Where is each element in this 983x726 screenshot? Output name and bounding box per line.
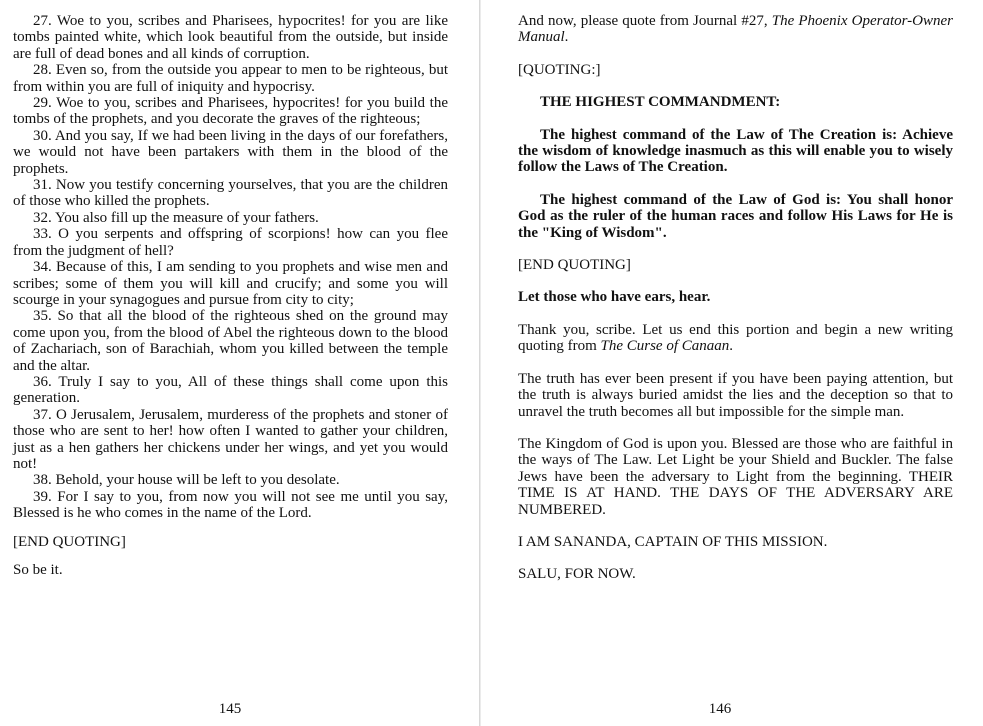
- quoting-marker: [QUOTING:]: [518, 61, 601, 78]
- thanks-end: .: [729, 338, 734, 355]
- verse-33: 33. O you serpents and offspring of scorpions! how can you flee from the judgment of hell?: [13, 226, 448, 259]
- intro-title: The Phoenix Operator-Owner Manual: [518, 13, 954, 46]
- intro-paragraph: [518, 13, 953, 46]
- verse-37: 37. O Jerusalem, Jerusalem, murderess of the prophets and stoner of those who are sent to her! how often I wanted to gather your children, just as a hen gathers her chickens under her wings, and yet you would not!: [13, 406, 448, 472]
- intro-text: And now, please quote from Journal #27,: [518, 13, 772, 29]
- verse-39: 39. For I say to you, from now you will not see me until you say, Blessed is he who comes in the name of the Lord.: [13, 488, 448, 522]
- ears-line: Let those who have ears, hear.: [518, 289, 711, 306]
- verse-29: 29. Woe to you, scribes and Pharisees, hypocrites! for you build the tombs of the prophets, and you decorate the graves of the righteous;: [13, 95, 448, 128]
- verse-36: 36. Truly I say to you, All of these things shall come upon this generation.: [13, 373, 448, 407]
- end-quoting-left: [END QUOTING]: [13, 533, 126, 550]
- thanks-text: Thank you, scribe. Let us end this portion and begin a new writing quoting from: [518, 321, 953, 355]
- right-page: [490, 0, 983, 726]
- verse-list: [13, 13, 448, 522]
- closing-line: So be it.: [13, 562, 63, 578]
- verse-35: 35. So that all the blood of the righteous shed on the ground may come upon you, from the blood of Abel the righteous down to the blood of Zachariach, son of Barachiah, whom you killed between the temple and the altar.: [13, 308, 448, 374]
- truth-paragraph: The truth has ever been present if you have been paying attention, but the truth is always buried amidst the lies and the deception so that to unravel the truth becomes all but impossible for the simple man.: [518, 370, 953, 420]
- left-page: [0, 0, 478, 726]
- page-number-right: 146: [708, 701, 732, 717]
- verse-34: 34. Because of this, I am sending to you prophets and wise men and scribes; some of them you will kill and crucify; and some you will scourge in your synagogues and pursue from city to city;: [13, 259, 448, 308]
- thanks-title: The Curse of Canaan: [600, 338, 730, 355]
- kingdom-paragraph: The Kingdom of God is upon you. Blessed are those who are faithful in the ways of The Law. Let Light be your Shield and Buckler. The false Jews have been the adversary to Light from the beginning. THEIR TIME IS AT HAND. THE DAYS OF THE ADVERSARY ARE NUMBERED.: [518, 435, 953, 518]
- sananda-line: I AM SANANDA, CAPTAIN OF THIS MISSION.: [518, 533, 828, 550]
- verse-32: 32. You also fill up the measure of your fathers.: [33, 209, 319, 226]
- end-quoting-right: [END QUOTING]: [518, 257, 631, 274]
- thanks-paragraph: [518, 322, 953, 355]
- page-number-left: 145: [218, 701, 242, 717]
- verse-27: 27. Woe to you, scribes and Pharisees, hypocrites! for you are like tombs painted white, which look beautiful from the outside, but inside are full of dead bones and all kinds of corruption.: [13, 13, 448, 62]
- intro-end: .: [564, 29, 569, 46]
- verse-31: 31. Now you testify concerning yourselves, that you are the children of those who killed the prophets.: [13, 177, 448, 210]
- commandment-creation: The highest command of the Law of The Creation is: Achieve the wisdom of knowledge inasmuch as this will enable you to wisely follow the Laws of The Creation.: [518, 126, 953, 176]
- salu-line: SALU, FOR NOW.: [518, 566, 636, 583]
- verse-28: 28. Even so, from the outside you appear to men to be righteous, but from within you are full of iniquity and hypocrisy.: [13, 62, 448, 95]
- commandment-heading: THE HIGHEST COMMANDMENT:: [540, 94, 781, 111]
- verse-30: 30. And you say, If we had been living in the days of our forefathers, we would not have been partakers with them in the blood of the prophets.: [13, 127, 448, 177]
- verse-38: 38. Behold, your house will be left to you desolate.: [33, 472, 340, 489]
- book-gutter: [479, 0, 481, 726]
- commandment-god: The highest command of the Law of God is: You shall honor God as the ruler of the human races and follow His Laws for He is the "King of Wisdom".: [518, 191, 953, 241]
